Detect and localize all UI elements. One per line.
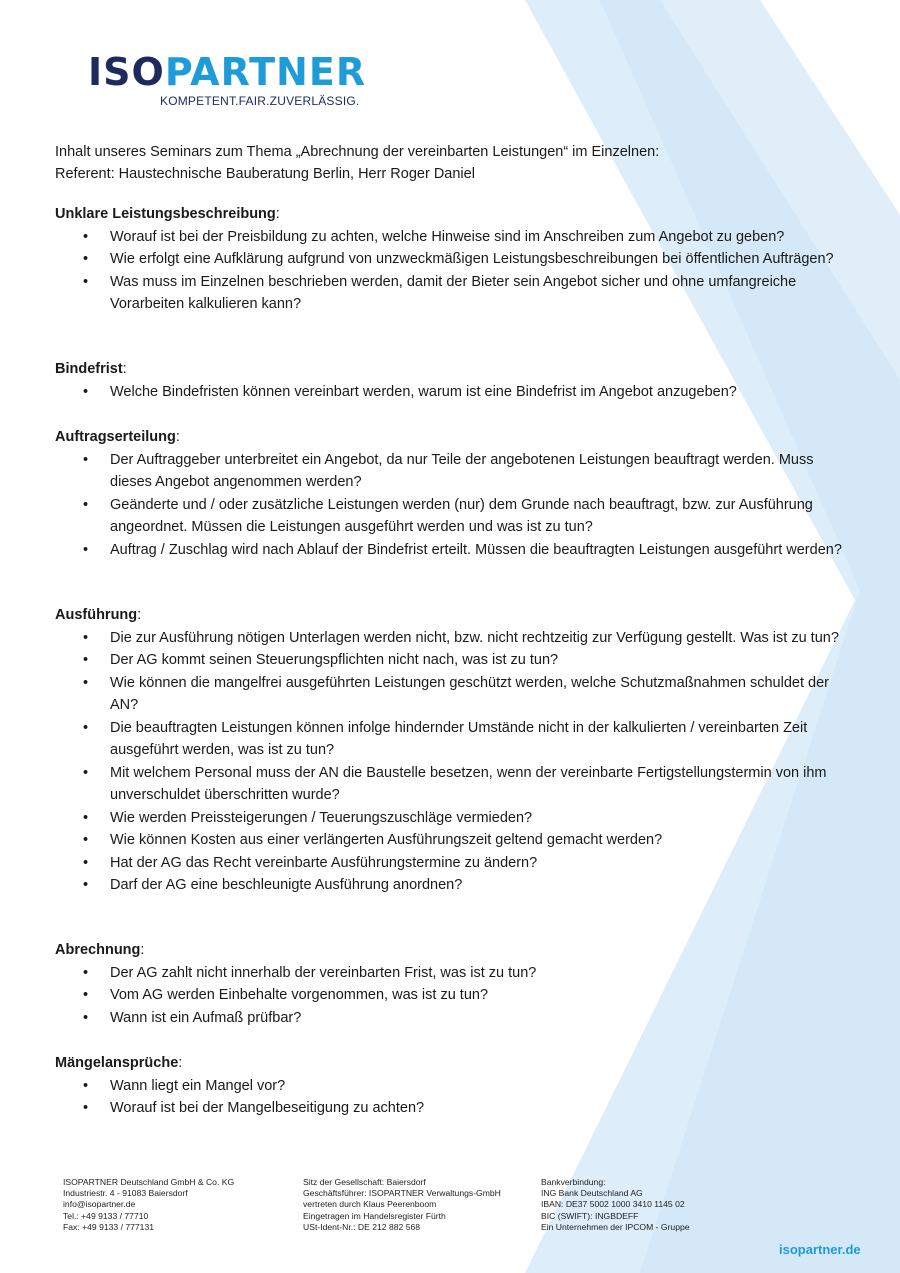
footer-line: USt-Ident-Nr.: DE 212 882 568: [303, 1221, 421, 1232]
list-item: • Mit welchem Personal muss der AN die Baustelle besetzen, wenn der vereinbarte Fertigstellungstermin von ihm unverschuldet überschritten wurde?: [55, 762, 855, 807]
footer-line: Geschäftsführer: ISOPARTNER Verwaltungs-GmbH: [303, 1188, 501, 1199]
section-heading: Mängelansprüche:: [55, 1055, 183, 1071]
section-maengelansprueche: [55, 1052, 855, 1120]
list-item: • Wann ist ein Aufmaß prüfbar?: [55, 1007, 855, 1030]
list-item: • Geänderte und / oder zusätzliche Leistungen werden (nur) dem Grunde nach beauftragt, bzw. zur Ausführung angeordnet. Müssen die Leistungen ausgeführt werden und was ist zu tun?: [55, 494, 855, 539]
section-abrechnung: [55, 939, 855, 1029]
footer-line: ING Bank Deutschland AG: [541, 1188, 643, 1199]
list-item: • Der AG kommt seinen Steuerungspflichten nicht nach, was ist zu tun?: [55, 649, 855, 672]
bullet-list: [55, 962, 855, 1030]
company-logo: [88, 50, 367, 108]
bullet-list: [55, 627, 855, 897]
footer-line: vertreten durch Klaus Peerenboom: [303, 1199, 437, 1210]
bullet-list: [55, 381, 855, 404]
footer-email[interactable]: info@isopartner.de: [63, 1199, 136, 1210]
section-unklare-leistungsbeschreibung: [55, 203, 855, 316]
list-item: • Wie werden Preissteigerungen / Teuerungszuschläge vermieden?: [55, 807, 855, 830]
footer-line: Ein Unternehmen der IPCOM - Gruppe: [541, 1221, 690, 1232]
list-item: • Darf der AG eine beschleunigte Ausführung anordnen?: [55, 874, 855, 897]
logo-iso-text: ISO: [88, 50, 165, 94]
footer-fax: Fax: +49 9133 / 777131: [63, 1221, 155, 1232]
footer-phone: Tel.: +49 9133 / 77710: [63, 1210, 149, 1221]
footer-company-address: [63, 1177, 234, 1233]
section-heading: Unklare Leistungsbeschreibung:: [55, 206, 280, 222]
list-item: • Der AG zahlt nicht innerhalb der vereinbarten Frist, was ist zu tun?: [55, 962, 855, 985]
section-heading: Abrechnung:: [55, 942, 145, 958]
list-item: • Wie können die mangelfrei ausgeführten Leistungen geschützt werden, welche Schutzmaßnahmen schuldet der AN?: [55, 672, 855, 717]
list-item: • Wie können Kosten aus einer verlängerten Ausführungszeit geltend gemacht werden?: [55, 829, 855, 852]
footer-line: BIC (SWIFT): INGBDEFF: [541, 1210, 639, 1221]
section-ausfuehrung: [55, 604, 855, 897]
list-item: • Wann liegt ein Mangel vor?: [55, 1075, 855, 1098]
section-auftragserteilung: [55, 426, 855, 561]
list-item: • Die beauftragten Leistungen können infolge hindernder Umstände nicht in der kalkulierten / vereinbarten Zeit ausgeführt werden, was ist zu tun?: [55, 717, 855, 762]
footer-line: Sitz der Gesellschaft: Baiersdorf: [303, 1177, 426, 1187]
seminar-intro: [55, 141, 845, 185]
intro-line-speaker: Referent: Haustechnische Bauberatung Berlin, Herr Roger Daniel: [55, 166, 475, 182]
logo-tagline: KOMPETENT.FAIR.ZUVERLÄSSIG.: [160, 94, 360, 108]
website-link[interactable]: isopartner.de: [779, 1242, 861, 1257]
bullet-list: [55, 449, 855, 562]
section-heading: Auftragserteilung:: [55, 429, 180, 445]
footer-line: Eingetragen im Handelsregister Fürth: [303, 1210, 446, 1221]
list-item: • Was muss im Einzelnen beschrieben werden, damit der Bieter sein Angebot sicher und ohne umfangreiche Vorarbeiten kalkulieren kann?: [55, 271, 855, 316]
list-item: • Der Auftraggeber unterbreitet ein Angebot, da nur Teile der angebotenen Leistungen beauftragt werden. Muss dieses Angebot angenommen werden?: [55, 449, 855, 494]
bullet-list: [55, 1075, 855, 1120]
footer-line: Industriestr. 4 - 91083 Baiersdorf: [63, 1188, 188, 1199]
footer-legal-info: [303, 1177, 501, 1233]
footer-line: Bankverbindung:: [541, 1177, 606, 1187]
section-bindefrist: [55, 358, 855, 403]
section-heading: Bindefrist:: [55, 361, 127, 377]
footer-line: ISOPARTNER Deutschland GmbH & Co. KG: [63, 1177, 235, 1187]
section-heading: Ausführung:: [55, 607, 142, 623]
list-item: • Welche Bindefristen können vereinbart werden, warum ist eine Bindefrist im Angebot anzugeben?: [55, 381, 855, 404]
list-item: • Hat der AG das Recht vereinbarte Ausführungstermine zu ändern?: [55, 852, 855, 875]
list-item: • Vom AG werden Einbehalte vorgenommen, was ist zu tun?: [55, 984, 855, 1007]
bullet-list: [55, 226, 855, 316]
list-item: • Auftrag / Zuschlag wird nach Ablauf der Bindefrist erteilt. Müssen die beauftragten Leistungen ausgeführt werden?: [55, 539, 855, 562]
intro-line-topic: Inhalt unseres Seminars zum Thema „Abrechnung der vereinbarten Leistungen“ im Einzelnen:: [55, 144, 660, 160]
list-item: • Die zur Ausführung nötigen Unterlagen werden nicht, bzw. nicht rechtzeitig zur Verfügung gestellt. Was ist zu tun?: [55, 627, 855, 650]
footer-bank-info: [541, 1177, 690, 1233]
footer-line: IBAN: DE37 5002 1000 3410 1145 02: [541, 1199, 685, 1210]
list-item: • Worauf ist bei der Preisbildung zu achten, welche Hinweise sind im Anschreiben zum Angebot zu geben?: [55, 226, 855, 249]
list-item: • Wie erfolgt eine Aufklärung aufgrund von unzweckmäßigen Leistungsbeschreibungen bei öffentlichen Aufträgen?: [55, 248, 855, 271]
list-item: • Worauf ist bei der Mangelbeseitigung zu achten?: [55, 1097, 855, 1120]
logo-partner-text: PARTNER: [164, 50, 367, 94]
